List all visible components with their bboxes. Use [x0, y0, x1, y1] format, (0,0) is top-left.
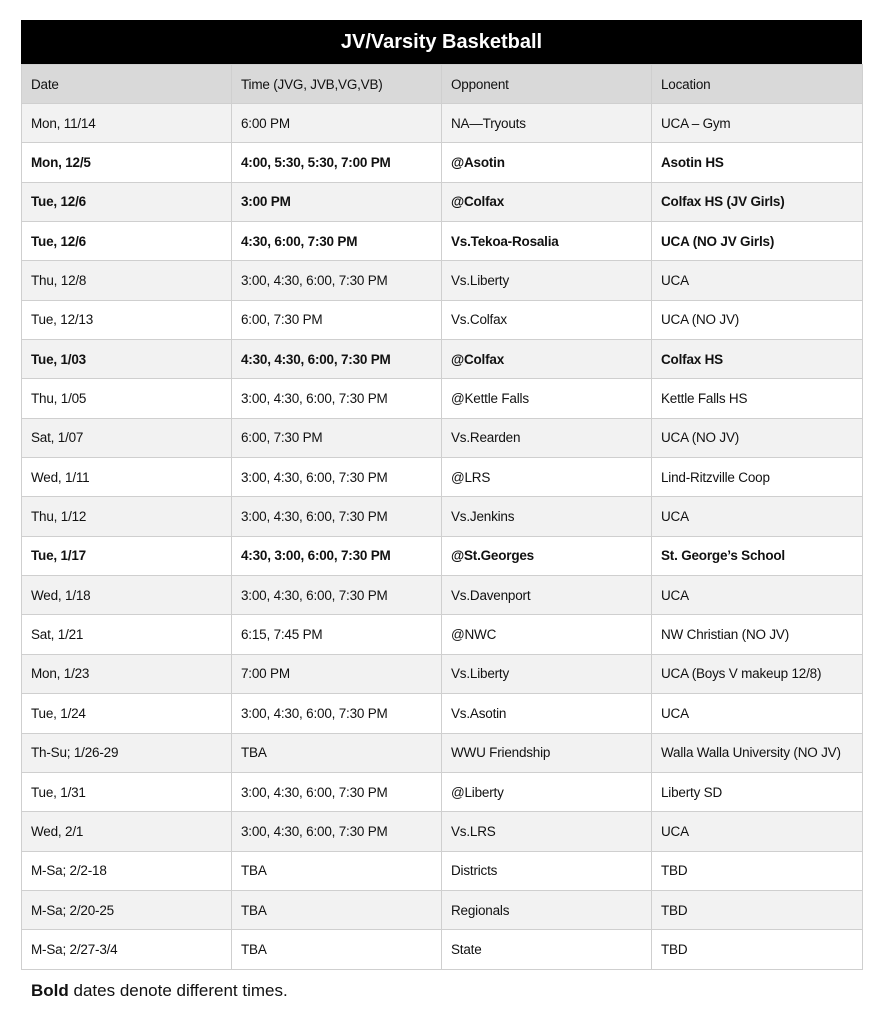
table-row [22, 458, 863, 497]
table-row [22, 733, 863, 772]
column-header-date: Date [22, 65, 232, 104]
cell-time: 3:00, 4:30, 6:00, 7:30 PM [232, 379, 442, 418]
cell-opponent: Regionals [442, 890, 652, 929]
cell-location: Colfax HS [652, 340, 863, 379]
cell-opponent: Districts [442, 851, 652, 890]
cell-location: St. George’s School [652, 536, 863, 575]
cell-time: 4:30, 4:30, 6:00, 7:30 PM [232, 340, 442, 379]
schedule-rows [22, 104, 863, 970]
table-row [22, 536, 863, 575]
cell-location: UCA (Boys V makeup 12/8) [652, 654, 863, 693]
cell-opponent: Vs.Rearden [442, 418, 652, 457]
cell-time: 6:00 PM [232, 104, 442, 143]
cell-date: Thu, 1/05 [22, 379, 232, 418]
cell-opponent: @Colfax [442, 340, 652, 379]
cell-time: 3:00, 4:30, 6:00, 7:30 PM [232, 772, 442, 811]
table-row [22, 576, 863, 615]
cell-opponent: @Asotin [442, 143, 652, 182]
table-row [22, 497, 863, 536]
schedule-table [21, 64, 863, 970]
column-header-location: Location [652, 65, 863, 104]
header-row [22, 65, 863, 104]
cell-date: Tue, 1/17 [22, 536, 232, 575]
footnote-text: dates denote different times. [68, 981, 288, 1000]
cell-date: M-Sa; 2/27-3/4 [22, 930, 232, 969]
table-row [22, 654, 863, 693]
cell-date: Mon, 12/5 [22, 143, 232, 182]
cell-date: Thu, 1/12 [22, 497, 232, 536]
cell-location: Walla Walla University (NO JV) [652, 733, 863, 772]
cell-location: TBD [652, 930, 863, 969]
cell-location: UCA [652, 497, 863, 536]
cell-time: 6:00, 7:30 PM [232, 418, 442, 457]
column-header-opponent: Opponent [442, 65, 652, 104]
cell-location: UCA (NO JV) [652, 418, 863, 457]
cell-location: Asotin HS [652, 143, 863, 182]
cell-date: Wed, 1/18 [22, 576, 232, 615]
cell-date: Mon, 1/23 [22, 654, 232, 693]
cell-opponent: @NWC [442, 615, 652, 654]
cell-date: Th-Su; 1/26-29 [22, 733, 232, 772]
table-row [22, 143, 863, 182]
cell-time: 3:00, 4:30, 6:00, 7:30 PM [232, 497, 442, 536]
cell-date: Wed, 2/1 [22, 812, 232, 851]
cell-time: 3:00, 4:30, 6:00, 7:30 PM [232, 576, 442, 615]
table-row [22, 300, 863, 339]
table-row [22, 104, 863, 143]
cell-date: M-Sa; 2/2-18 [22, 851, 232, 890]
cell-date: Thu, 12/8 [22, 261, 232, 300]
cell-location: TBD [652, 890, 863, 929]
cell-time: 6:00, 7:30 PM [232, 300, 442, 339]
cell-location: UCA [652, 812, 863, 851]
cell-date: Sat, 1/21 [22, 615, 232, 654]
cell-time: 3:00, 4:30, 6:00, 7:30 PM [232, 458, 442, 497]
cell-opponent: Vs.Colfax [442, 300, 652, 339]
cell-opponent: Vs.Jenkins [442, 497, 652, 536]
footnote-bold-word: Bold [31, 981, 69, 1000]
table-row [22, 615, 863, 654]
cell-time: 4:30, 3:00, 6:00, 7:30 PM [232, 536, 442, 575]
cell-opponent: @Liberty [442, 772, 652, 811]
cell-location: UCA (NO JV) [652, 300, 863, 339]
table-row [22, 379, 863, 418]
table-row [22, 340, 863, 379]
cell-opponent: @LRS [442, 458, 652, 497]
table-row [22, 930, 863, 969]
cell-time: TBA [232, 930, 442, 969]
table-row [22, 182, 863, 221]
cell-location: UCA [652, 694, 863, 733]
cell-time: 3:00, 4:30, 6:00, 7:30 PM [232, 261, 442, 300]
cell-date: M-Sa; 2/20-25 [22, 890, 232, 929]
cell-opponent: WWU Friendship [442, 733, 652, 772]
cell-time: 7:00 PM [232, 654, 442, 693]
cell-opponent: NA—Tryouts [442, 104, 652, 143]
cell-time: 4:00, 5:30, 5:30, 7:00 PM [232, 143, 442, 182]
cell-time: 6:15, 7:45 PM [232, 615, 442, 654]
column-header-time: Time (JVG, JVB,VG,VB) [232, 65, 442, 104]
cell-time: 3:00, 4:30, 6:00, 7:30 PM [232, 812, 442, 851]
cell-location: UCA [652, 576, 863, 615]
table-row [22, 222, 863, 261]
cell-location: Colfax HS (JV Girls) [652, 182, 863, 221]
cell-time: TBA [232, 890, 442, 929]
cell-date: Tue, 1/31 [22, 772, 232, 811]
cell-location: UCA [652, 261, 863, 300]
cell-opponent: Vs.Liberty [442, 261, 652, 300]
table-row [22, 851, 863, 890]
cell-date: Mon, 11/14 [22, 104, 232, 143]
cell-opponent: Vs.Asotin [442, 694, 652, 733]
cell-opponent: @Kettle Falls [442, 379, 652, 418]
table-row [22, 694, 863, 733]
cell-location: TBD [652, 851, 863, 890]
cell-opponent: Vs.Davenport [442, 576, 652, 615]
cell-date: Tue, 12/6 [22, 222, 232, 261]
table-row [22, 812, 863, 851]
cell-opponent: Vs.LRS [442, 812, 652, 851]
cell-date: Tue, 12/6 [22, 182, 232, 221]
cell-time: TBA [232, 851, 442, 890]
cell-location: UCA – Gym [652, 104, 863, 143]
cell-location: UCA (NO JV Girls) [652, 222, 863, 261]
cell-date: Tue, 1/24 [22, 694, 232, 733]
table-row [22, 418, 863, 457]
cell-date: Sat, 1/07 [22, 418, 232, 457]
cell-opponent: Vs.Liberty [442, 654, 652, 693]
cell-time: 3:00, 4:30, 6:00, 7:30 PM [232, 694, 442, 733]
cell-date: Wed, 1/11 [22, 458, 232, 497]
cell-opponent: Vs.Tekoa-Rosalia [442, 222, 652, 261]
cell-location: Liberty SD [652, 772, 863, 811]
table-row [22, 261, 863, 300]
cell-date: Tue, 1/03 [22, 340, 232, 379]
schedule-title: JV/Varsity Basketball [21, 20, 862, 64]
table-row [22, 890, 863, 929]
cell-time: TBA [232, 733, 442, 772]
footnote [31, 981, 288, 1001]
cell-date: Tue, 12/13 [22, 300, 232, 339]
cell-time: 3:00 PM [232, 182, 442, 221]
schedule-sheet [21, 20, 862, 970]
table-row [22, 772, 863, 811]
cell-location: NW Christian (NO JV) [652, 615, 863, 654]
cell-opponent: @Colfax [442, 182, 652, 221]
cell-opponent: @St.Georges [442, 536, 652, 575]
cell-location: Kettle Falls HS [652, 379, 863, 418]
cell-location: Lind-Ritzville Coop [652, 458, 863, 497]
cell-time: 4:30, 6:00, 7:30 PM [232, 222, 442, 261]
cell-opponent: State [442, 930, 652, 969]
